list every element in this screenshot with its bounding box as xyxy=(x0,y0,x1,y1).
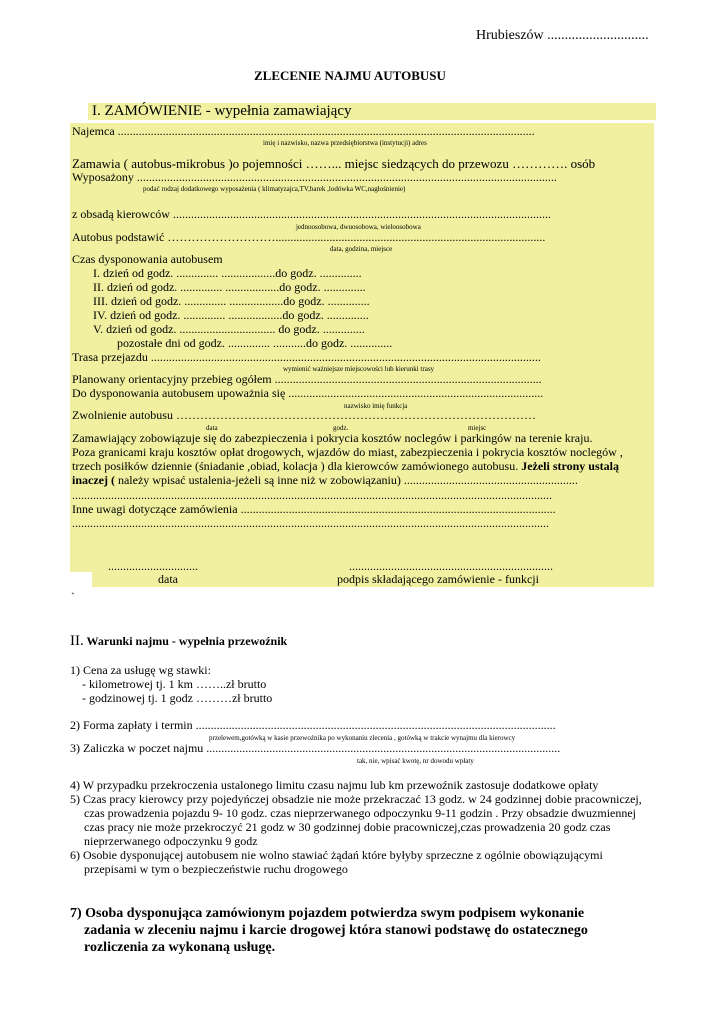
signature-dots[interactable]: .................................................................... xyxy=(349,559,553,573)
najemca-hint: imię i nazwisko, nazwa przedsiębiorstwa (instytucji) adres xyxy=(263,139,427,147)
cena-godz-field[interactable]: - godzinowej tj. 1 godz ………zł brutto xyxy=(82,691,273,705)
point-5-line4: nieprzerwanego odpoczynku 9 godz xyxy=(84,834,258,848)
poza-granicami-line2 xyxy=(72,460,619,473)
poza-line3-text: należy wpisać ustalenia-jeżeli są inne niż w zobowiązaniu) .......................................................... xyxy=(114,473,578,487)
dysponowania-field[interactable]: Do dysponowania autobusem upoważnia się ..................................................................................... xyxy=(72,386,544,400)
point-7-line3: rozliczenia za wykonaną usługę. xyxy=(84,940,276,955)
forma-zaplaty-hint: przelewem,gotówką w kasie przewoźnika po wykonaniu zlecenia , gotówką w trakcie wynajmu dla kierowcy xyxy=(209,734,516,742)
day-3-field[interactable]: III. dzień od godz. .............. ..................do godz. .............. xyxy=(93,294,370,308)
obsada-hint: jednoosobowa, dwuosobowa, wieloosobowa xyxy=(296,223,421,231)
day-1-field[interactable]: I. dzień od godz. .............. ..................do godz. .............. xyxy=(93,266,362,280)
zwolnienie-field[interactable]: Zwolnienie autobusu ……………………………………………………………………………… xyxy=(72,408,536,422)
cena-label: 1) Cena za usługę wg stawki: xyxy=(70,663,211,677)
trasa-field[interactable]: Trasa przejazdu .................................................................................................................................. xyxy=(72,350,541,364)
point-7-line2: zadania w zleceniu najmu i karcie drogowej która stanowi podstawę do ostatecznego xyxy=(84,923,588,938)
wyposazony-field[interactable]: Wyposażony ............................................................................................................................................ xyxy=(72,170,557,184)
stray-tick-mark: ` xyxy=(71,590,75,604)
poza-line2-text: trzech posiłków dziennie (śniadanie ,obiad, kolacja ) dla kierowców zamówionego autobusu. xyxy=(72,459,519,473)
point-4-text: 4) W przypadku przekroczenia ustalonego limitu czasu najmu lub km przewoźnik zastosuje dodatkowe opłaty xyxy=(70,778,599,792)
zobowiazanie-text: Zamawiający zobowiązuje się do zabezpieczenia i pokrycia kosztów noclegów i parkingów na terenie kraju. xyxy=(72,431,593,445)
section2-title: Warunki najmu - wypełnia przewoźnik xyxy=(83,634,288,648)
document-title: ZLECENIE NAJMU AUTOBUSU xyxy=(254,68,446,83)
signature-label: podpis składającego zamówienie - funkcji xyxy=(337,572,539,586)
czas-label: Czas dysponowania autobusem xyxy=(72,252,223,266)
section2-number: II. xyxy=(70,633,84,649)
zwolnienie-hint-miejsc: miejsc xyxy=(468,424,487,432)
trasa-hint: wymienić ważniejsze miejscowości lub kierunki trasy xyxy=(283,365,435,373)
obsada-field[interactable]: z obsadą kierowców .............................................................................................................................. xyxy=(72,207,551,221)
day-other-field[interactable]: pozostałe dni od godz. .............. ...........do godz. .............. xyxy=(117,336,393,350)
poza-line2-bold: Jeżeli strony ustalą xyxy=(518,459,619,473)
point-5-line1: 5) Czas pracy kierowcy przy pojedyńczej obsadzie nie może przekraczać 13 godz. w 24 godzinnej dobie pracowniczej, xyxy=(70,792,642,806)
point-5-line2: czas prowadzenia pojazdu 9- 10 godz. czas nieprzerwanego odpoczynku 9-11 godzin . Przy obsadzie dwuzmiennej xyxy=(84,806,637,820)
point-6-line1: 6) Osobie dysponującej autobusem nie wolno stawiać żądań które byłyby sprzeczne z ogólnie obowiązującymi xyxy=(70,848,603,862)
point-7-line1: 7) Osoba dysponująca zamówionym pojazdem potwierdza swym podpisem wykonanie xyxy=(70,906,585,921)
podstawic-field[interactable]: Autobus podstawić ……………………….......................................................................................... xyxy=(72,230,546,244)
day-5-field[interactable]: V. dzień od godz. ................................ do godz. .............. xyxy=(93,322,365,336)
dysponowania-hint: nazwisko imię funkcja xyxy=(344,402,408,410)
forma-zaplaty-field[interactable]: 2) Forma zapłaty i termin ........................................................................................................................ xyxy=(70,718,556,732)
planowany-field[interactable]: Planowany orientacyjny przebieg ogółem ......................................................................................... xyxy=(72,372,542,386)
podstawic-hint: data, godzina, miejsce xyxy=(330,245,393,253)
day-4-field[interactable]: IV. dzień od godz. .............. ..................do godz. .............. xyxy=(93,308,369,322)
point-5-line3: czas pracy nie może przekroczyć 21 godz w 30 godzinnej dobie pracowniczej,czas prowadzenia 20 godz czas xyxy=(84,820,611,834)
inne-uwagi-field[interactable]: Inne uwagi dotyczące zamówienia ......................................................................................................... xyxy=(72,502,556,516)
zaliczka-field[interactable]: 3) Zaliczka w poczet najmu ...................................................................................................................... xyxy=(70,741,561,755)
zamawia-field[interactable]: Zamawia ( autobus-mikrobus )o pojemności ……... miejsc siedzących do przewozu …………. osób xyxy=(72,156,596,171)
poza-granicami-line3[interactable] xyxy=(72,474,578,487)
place-date-line: Hrubieszów ............................. xyxy=(476,28,649,43)
wyposazony-hint: podać rodzaj dodatkowego wyposażenia ( klimatyzajca,TV,barek ,lodówka WC,nagłośnienie) xyxy=(143,185,406,193)
section1-heading: I. ZAMÓWIENIE - wypełnia zamawiający xyxy=(92,103,352,119)
poza-granicami-line1: Poza granicami kraju kosztów opłat drogowych, wjazdów do miast, zabezpieczenia i pokrycia kosztów noclegów , xyxy=(72,445,623,459)
zwolnienie-hint-godz: godz. xyxy=(333,424,349,432)
poza-line3-bold: inaczej ( xyxy=(72,473,115,487)
date-signature-label: data xyxy=(158,572,178,586)
inne-uwagi-dots-line[interactable]: ............................................................................................................................................................... xyxy=(72,516,549,530)
day-2-field[interactable]: II. dzień od godz. .............. ..................do godz. .............. xyxy=(93,280,366,294)
point-6-line2: przepisami w tym o bezpieczeństwie ruchu drogowego xyxy=(84,862,348,876)
date-signature-dots[interactable]: .............................. xyxy=(108,559,198,573)
zaliczka-hint: tak, nie, wpisać kwotę, nr dowodu wpłaty xyxy=(357,757,474,765)
ustalenia-dots-line[interactable]: ................................................................................................................................................................ xyxy=(72,488,552,502)
section2-heading xyxy=(70,632,287,650)
najemca-field[interactable]: Najemca ........................................................................................................................................... xyxy=(72,124,535,138)
zwolnienie-hint-data: data xyxy=(206,424,218,432)
cena-km-field[interactable]: - kilometrowej tj. 1 km ……..zł brutto xyxy=(82,677,267,691)
